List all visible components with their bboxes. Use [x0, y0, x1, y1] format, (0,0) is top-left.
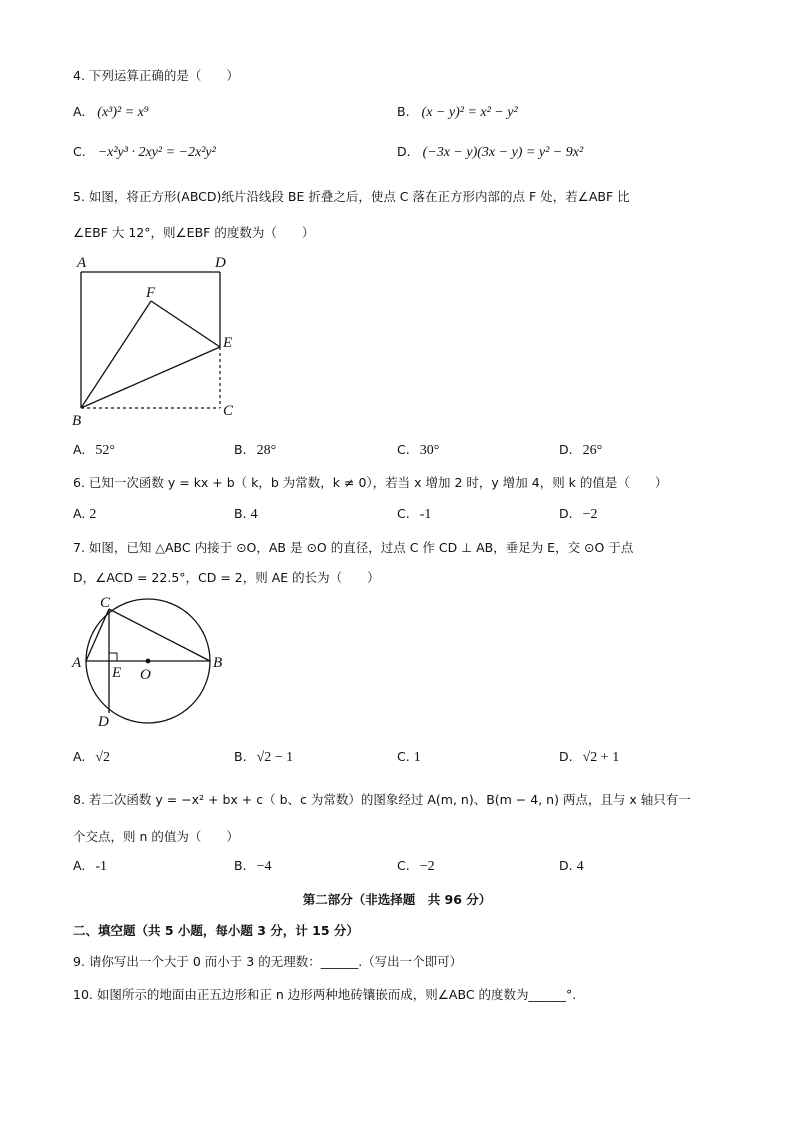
q8-option-c-value: −2: [419, 859, 435, 874]
q4-option-c-label: C.: [73, 144, 86, 159]
q6-option-b-label: B.: [234, 506, 247, 521]
q7-right-angle-mark: [109, 653, 117, 661]
q5-option-d-label: D.: [559, 442, 573, 457]
q6-option-d: [559, 506, 598, 523]
q7-option-d-value: √2 + 1: [582, 750, 620, 765]
q6-option-d-label: D.: [559, 506, 573, 521]
q7-option-a-value: √2: [95, 750, 110, 765]
q4-option-c-expr: −x²y³ · 2xy² = −2x²y²: [97, 145, 216, 160]
q5-option-b-value: 28°: [256, 443, 277, 458]
q7-label-b: B: [213, 655, 223, 671]
q8-option-b-label: B.: [234, 858, 247, 873]
q6-option-d-value: −2: [582, 507, 598, 522]
q7-option-b-label: B.: [234, 749, 247, 764]
q4-option-c: [73, 144, 216, 161]
q6-option-a-label: A.: [73, 506, 86, 521]
q7-segment-ac: [86, 609, 109, 661]
q5-label-e: E: [223, 335, 233, 351]
q7-option-a: [73, 749, 110, 766]
q7-option-c: [397, 749, 421, 766]
q5-option-a-value: 52°: [95, 443, 115, 458]
q5-option-a: [73, 442, 115, 459]
q6-option-a-value: 2: [89, 507, 97, 522]
q8-option-a-label: A.: [73, 858, 86, 873]
q10-stem: 10. 如图所示的地面由正五边形和正 n 边形两种地砖镶嵌而成，则∠ABC 的度数为______°.: [73, 987, 577, 1002]
q6-option-c-label: C.: [397, 506, 410, 521]
q8-option-d-value: 4: [576, 859, 584, 874]
q5-option-b: [234, 442, 276, 459]
q5-label-a: A: [77, 255, 87, 271]
q8-stem-line2: 个交点，则 n 的值为（ ）: [73, 829, 239, 844]
q7-option-d: [559, 749, 619, 766]
q7-option-d-label: D.: [559, 749, 573, 764]
q5-segment-fe: [151, 301, 220, 347]
q7-label-e: E: [112, 665, 122, 681]
q7-label-d: D: [98, 714, 109, 730]
q6-option-b-value: 4: [250, 507, 258, 522]
q7-option-c-label: C.: [397, 749, 410, 764]
q7-stem-line1: 7. 如图，已知 △ABC 内接于 ⊙O，AB 是 ⊙O 的直径，过点 C 作 CD ⊥ AB，垂足为 E，交 ⊙O 于点: [73, 540, 634, 555]
q7-label-c: C: [100, 595, 111, 611]
q8-option-d: [559, 858, 584, 875]
q8-option-c-label: C.: [397, 858, 410, 873]
q6-option-c: [397, 506, 431, 523]
q6-option-c-value: -1: [419, 507, 432, 522]
q4-option-d-expr: (−3x − y)(3x − y) = y² − 9x²: [422, 145, 584, 160]
q8-option-a-value: -1: [95, 859, 107, 874]
q7-segment-cb: [109, 609, 210, 661]
q7-stem-line2: D，∠ACD = 22.5°，CD = 2，则 AE 的长为（ ）: [73, 570, 380, 585]
q5-option-c-label: C.: [397, 442, 410, 457]
q8-option-b-value: −4: [256, 859, 272, 874]
part2-title: 第二部分（非选择题 共 96 分）: [302, 892, 492, 907]
section2-title: 二、填空题（共 5 小题，每小题 3 分，计 15 分）: [73, 923, 359, 938]
q5-option-a-label: A.: [73, 442, 86, 457]
q7-option-a-label: A.: [73, 749, 86, 764]
q5-label-d: D: [215, 255, 226, 271]
q7-figure-circle: [60, 595, 250, 735]
q5-label-c: C: [223, 403, 234, 419]
q5-option-c: [397, 442, 439, 459]
q5-stem-line1: 5. 如图，将正方形(ABCD)纸片沿线段 BE 折叠之后，使点 C 落在正方形内部的点 F 处，若∠ABF 比: [73, 189, 630, 204]
q8-option-a: [73, 858, 107, 875]
q7-label-a: A: [72, 655, 82, 671]
q7-option-c-value: 1: [413, 750, 421, 765]
q9-stem: 9. 请你写出一个大于 0 而小于 3 的无理数：______.（写出一个即可）: [73, 954, 463, 969]
q5-label-f: F: [146, 285, 156, 301]
q4-option-b-label: B.: [397, 104, 410, 119]
q5-option-c-value: 30°: [419, 443, 440, 458]
q4-option-a-label: A.: [73, 104, 86, 119]
q5-option-d-value: 26°: [582, 443, 603, 458]
q4-option-a-expr: (x³)² = x⁹: [97, 105, 149, 120]
q5-option-b-label: B.: [234, 442, 247, 457]
q7-label-o: O: [140, 667, 151, 683]
q4-option-a: [73, 104, 149, 121]
q8-option-b: [234, 858, 271, 875]
q8-option-c: [397, 858, 435, 875]
q6-option-a: [73, 506, 96, 523]
q5-segment-be: [81, 347, 220, 408]
q4-option-b-expr: (x − y)² = x² − y²: [421, 105, 518, 120]
q8-stem-line1: 8. 若二次函数 y = −x² + bx + c（ b、c 为常数）的图象经过 A(m, n)、B(m − 4, n) 两点，且与 x 轴只有一: [73, 792, 691, 807]
q7-option-b: [234, 749, 293, 766]
q5-option-d: [559, 442, 602, 459]
q5-stem-line2: ∠EBF 大 12°，则∠EBF 的度数为（ ）: [73, 225, 315, 240]
q8-option-d-label: D.: [559, 858, 573, 873]
q6-stem: 6. 已知一次函数 y = kx + b（ k，b 为常数，k ≠ 0），若当 x 增加 2 时，y 增加 4，则 k 的值是（ ）: [73, 475, 668, 490]
q4-stem: 4. 下列运算正确的是（ ）: [73, 68, 239, 83]
q4-option-d: [397, 144, 583, 161]
q4-option-d-label: D.: [397, 144, 411, 159]
q7-center-dot: [146, 659, 151, 664]
q5-label-b: B: [72, 413, 82, 429]
q6-option-b: [234, 506, 258, 523]
q7-option-b-value: √2 − 1: [256, 750, 294, 765]
q5-figure-square: [60, 250, 250, 430]
q4-option-b: [397, 104, 518, 121]
